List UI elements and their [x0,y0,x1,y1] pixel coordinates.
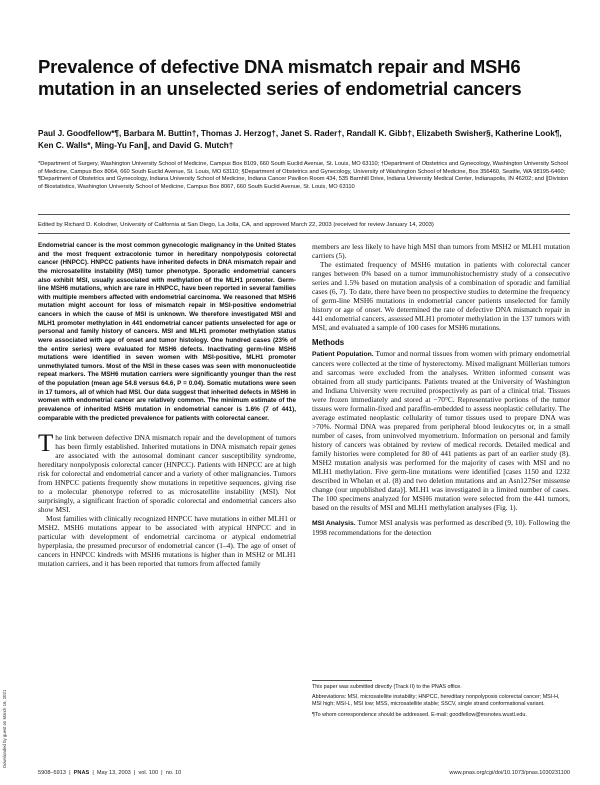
abstract: Endometrial cancer is the most common gynecologic malignancy in the United States and the most frequent extracolonic tumor in hereditary nonpolyposis colorectal cancer (HNPCC). HNPCC patients have inherited defects in DNA mismatch repair and the microsatellite instability (MSI) tumor phenotype. Sporadic endometrial cancers also exhibit MSI, usually associated with methylation of the MLH1 promoter. Germ-line MSH6 mutations, which are rare in HNPCC, have been reported in several families with multiple members affected with endometrial carcinoma. We reasoned that MSH6 mutation might account for loss of mismatch repair in MSI-positive endometrial cancers in which the cause of MSI is unknown. We therefore investigated MSI and MLH1 promoter methylation in 441 endometrial cancer patients unselected for age or personal and family history of cancers. MSI and MLH1 promoter methylation status were associated with age of onset and tumor histology. One hundred cases (23% of the entire series) were evaluated for MSH6 defects. Inactivating germ-line MSH6 mutations were identified in seven women with MSI-positive, MLH1 promoter unmethylated tumors. Most of the MSI in these cases was seen with mononucleotide repeat markers. The MSH6 mutation carriers were significantly younger than the rest of the population (mean age 54.8 versus 64.6, P = 0.04). Somatic mutations were seen in 17 tumors, all of which had MSI. Our data suggest that inherited defects in MSH6 in women with endometrial cancer are relatively common. The minimum estimate of the prevalence of inherited MSH6 mutation in endometrial cancer is 1.6% (7 of 441), comparable with the predicted prevalence for patients with colorectal cancer. [38,242,296,422]
intro-paragraph-2: Most families with clinically recognized HNPCC have mutations in either MLH1 or MSH2. MSH6 mutations appear to be associated with atypical HNPCC and in particular with development of endometrial carcinoma or atypical endometrial hyperplasia, the presumed precursor of endometrial cancer (1–4). The age of onset of cancers in HNPCC kindreds with MSH6 mutations is higher than in MSH2 or MLH1 mutation carriers, and it has been reported that tumors from affected family [38,514,296,569]
download-watermark: Downloaded by guest on March 16, 2021 [2,689,7,768]
patient-population-heading: Patient Population. [312,351,374,359]
msi-analysis-text: Tumor MSI analysis was performed as described (9, 10). Following the 1998 recommendations for the detection [312,518,570,538]
footnotes [312,684,570,722]
footnote-rule [312,680,372,681]
author-list: Paul J. Goodfellow*¶, Barbara M. Buttin†, Thomas J. Herzog†, Janet S. Rader†, Randall K. Gibb†, Elizabeth Swisher§, Katherine Look¶, Ken C. Walls*, Ming-Yu Fan∥, and David G. Mutch† [38,129,562,150]
left-column [38,242,296,568]
intro-continued: members are less likely to have high MSI than tumors from MSH2 or MLH1 mutation carriers (5). [312,242,570,261]
footnote-abbreviations: Abbreviations: MSI, microsatellite instability; HNPCC, hereditary nonpolyposis colorectal cancer; MSI-H, MSI high; MSI-L, MSI low; MSS, microsatellite stable; SSCV, single strand conformational variant. [312,694,560,708]
footer-date: May 13, 2003 [96,770,131,776]
intro-paragraph-1-text: he link between defective DNA mismatch repair and the development of tumors has been firmly established. Inherited mutations in DNA mismatch repair genes are associated with the autosomal dominant cancer susceptibility syndrome, hereditary nonpolyposis colorectal cancer (HNPCC). Patients with HNPCC are at high risk for colorectal and endometrial cancer and a variety of other malignancies. Tumors from HNPCC patients frequently show mutations in repetitive sequences, giving rise to a molecular phenotype referred to as microsatellite instability (MSI). Not surprisingly, a significant fraction of sporadic colorectal and endometrial cancers also show MSI. [38,433,296,515]
footer-pages: 5908–5913 [38,770,66,776]
right-column [312,242,570,537]
divider-top [38,214,570,215]
edited-by-line: Edited by Richard D. Kolodner, University of California at San Diego, La Jolla, CA, and approved March 22, 2003 (received for review January 14, 2003) [38,222,434,228]
drop-cap: T [38,430,54,458]
divider-bottom [38,233,570,234]
footer-issue: no. 10 [165,770,182,776]
methods-heading: Methods [312,338,345,348]
patient-population-text: Tumor and normal tissues from women with primary endometrial cancers were collected at the time of hysterectomy. Mixed malignant Müllerian tumors and sarcomas were excluded from the analyses. Written informed consent was obtained from all study participants. Patients treated at the University of Washington and Indiana University were recruited prospectively as part of a clinical trial. Tissues were frozen immediately and stored at −70°C. Representative portions of the tumor tissues were formalin-fixed and paraffin-embedded to assess neoplastic cellularity. The average estimated neoplastic cellularity of tumor tissues used to prepare DNA was >70%. Normal DNA was prepared from peripheral blood leukocytes or, in a small number of cases, from uninvolved myometrium. Information on personal and family history of cancers was obtained by review of medical records. Detailed medical and family histories were completed for 80 of 441 patients as part of an earlier study (8). MSH2 mutation analysis was performed for the majority of cases with MSI and no MLH1 methylation. Five germ-line mutations were identified [cases 1150 and 1232 described in Whelan et al. (8) and two deletion mutations and an Asn127Ser missense change (our unpublished data)]. MLH1 was investigated in a limited number of cases. The 100 specimens analyzed for MSH6 mutation were selected from the 441 tumors, based on the results of MSI and MLH1 methylation analyses (Fig. 1). [312,349,570,513]
footnote-correspondence: ¶To whom correspondence should be addressed. E-mail: goodfellow@msnotes.wustl.edu. [312,711,527,718]
footer-citation: 5908–5913 | PNAS | May 13, 2003 | vol. 100 | no. 10 [38,770,182,776]
footer-doi-link[interactable]: www.pnas.org/cgi/doi/10.1073/pnas.1030231100 [449,770,570,776]
msi-analysis-heading: MSI Analysis. [312,520,356,528]
footer-volume: vol. 100 [138,770,159,776]
article-title: Prevalence of defective DNA mismatch repair and MSH6 mutation in an unselected series of endometrial cancers [38,56,522,99]
footer-journal: PNAS [73,770,90,776]
patient-population-paragraph [312,349,570,512]
affiliations: *Department of Surgery, Washington University School of Medicine, Campus Box 8109, 660 South Euclid Avenue, St. Louis, MO 63110; †Department of Obstetrics and Gynecology, Washington University School of Medicine, Campus Box 8064, 660 South Euclid Avenue, St. Louis, MO 63110; §Department of Obstetrics and Gynecology, University of Washington School of Medicine, Box 356460, Seattle, WA 98195-6460; ¶Department of Obstetrics and Gynecology, Indiana University School of Medicine, Indiana Cancer Pavilion Room 434, 535 Barnhill Drive, Indiana University Medical Center, Indianapolis, IN 46202; and ∥Division of Biostatistics, Washington University School of Medicine, Campus Box 8067, 660 South Euclid Avenue, St. Louis, MO 63110 [38,161,569,190]
introduction [38,430,296,569]
intro-paragraph-1 [38,430,296,515]
frequency-paragraph: The estimated frequency of MSH6 mutation in patients with colorectal cancer ranges between 0% based on a tumor immunohistochemistry study of a consecutive series and 1.5% based on mutation analysis of a combination of sporadic and familial cases (6, 7). To date, there have been no prospective studies to determine the frequency of germ-line MSH6 mutations in endometrial cancer patients unselected for family history or age of onset. We determined the rate of defective DNA mismatch repair in 441 endometrial cancers, assessed MLH1 promoter methylation in the 137 tumors with MSI, and evaluated a sample of 100 cases for MSH6 mutations. [312,260,570,333]
msi-analysis-paragraph [312,518,570,537]
footnote-submission: This paper was submitted directly (Track II) to the PNAS office. [312,684,462,690]
